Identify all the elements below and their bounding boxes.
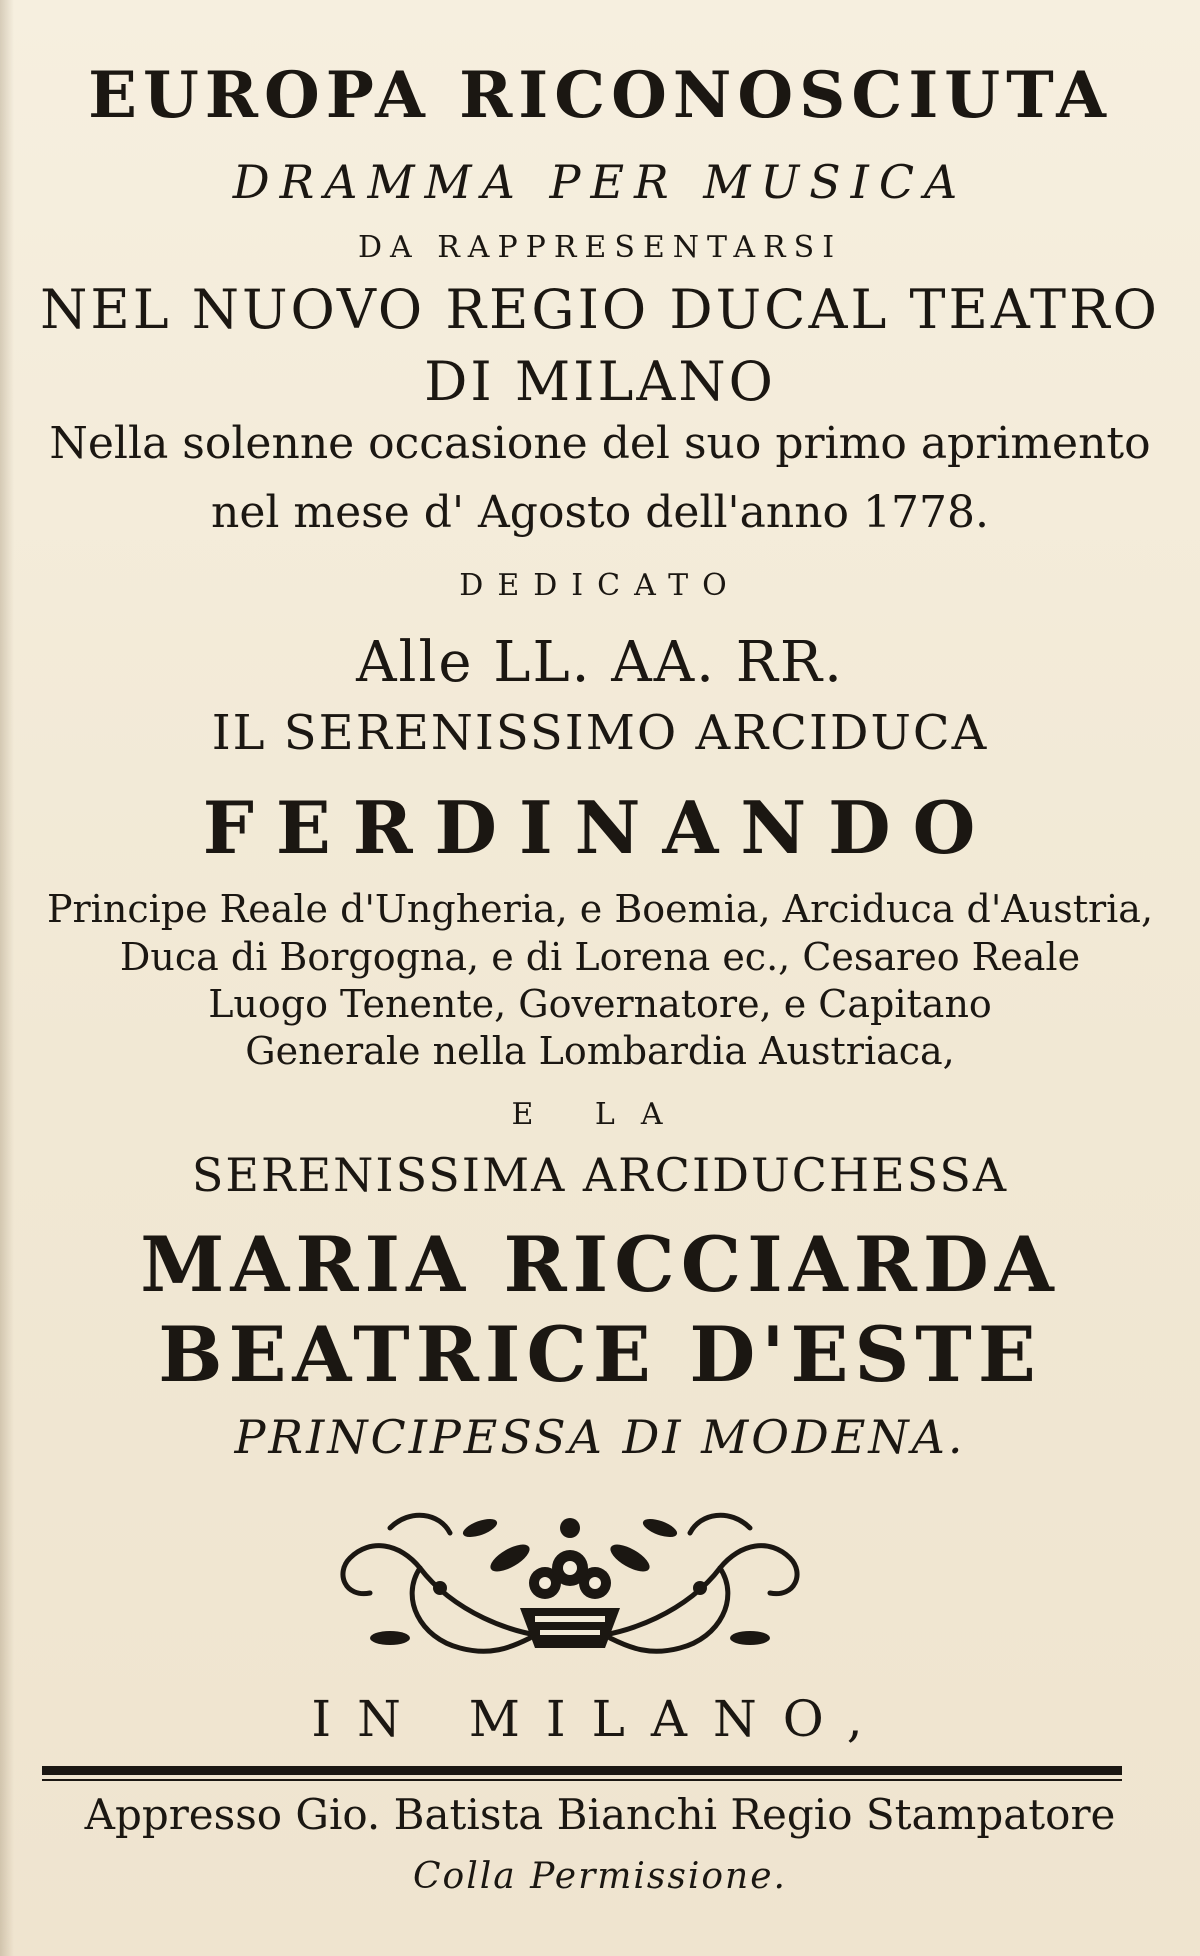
archduke-titles-line: Generale nella Lombardia Austriaca,	[245, 1029, 955, 1073]
theatre-name: NEL NUOVO REGIO DUCAL TEATRO	[40, 278, 1160, 341]
archduke-name: FERDINANDO	[202, 785, 998, 870]
archduke-titles-line: Duca di Borgogna, e di Lorena ec., Cesareo Reale	[119, 935, 1081, 979]
archduchess-title: SERENISSIMA ARCIDUCHESSA	[191, 1148, 1009, 1202]
imprint-place: IN MILANO,	[311, 1690, 889, 1748]
archduke-titles-line: Principe Reale d'Ungheria, e Boemia, Arciduca d'Austria,	[46, 887, 1154, 931]
imprint-printer: Appresso Gio. Batista Bianchi Regio Stampatore	[84, 1790, 1116, 1839]
archduke-title: IL SERENISSIMO ARCIDUCA	[211, 705, 989, 761]
dedication-alle: Alle LL. AA. RR.	[356, 630, 844, 695]
archduchess-name-line-1: MARIA RICCIARDA	[140, 1220, 1060, 1309]
opera-subtitle: DRAMMA PER MUSICA	[232, 155, 968, 209]
dedication-label: DEDICATO	[459, 568, 741, 603]
imprint-rule-thin	[42, 1779, 1122, 1781]
archduchess-name-line-2: BEATRICE D'ESTE	[158, 1310, 1042, 1399]
conjunction: E LA	[511, 1097, 689, 1132]
archduke-titles-line: Luogo Tenente, Governatore, e Capitano	[208, 982, 992, 1026]
occasion-line-1: Nella solenne occasione del suo primo aprimento	[49, 418, 1151, 469]
floral-basket-ornament-icon	[330, 1488, 810, 1668]
city-name: DI MILANO	[424, 350, 776, 413]
imprint-rule	[42, 1766, 1122, 1775]
archduchess-subtitle: PRINCIPESSA DI MODENA.	[234, 1410, 966, 1464]
imprint-permission: Colla Permissione.	[413, 1856, 787, 1897]
opera-title: EUROPA RICONOSCIUTA	[88, 58, 1112, 133]
performance-intro: DA RAPPRESENTARSI	[357, 230, 843, 265]
occasion-line-2: nel mese d' Agosto dell'anno 1778.	[210, 487, 989, 538]
